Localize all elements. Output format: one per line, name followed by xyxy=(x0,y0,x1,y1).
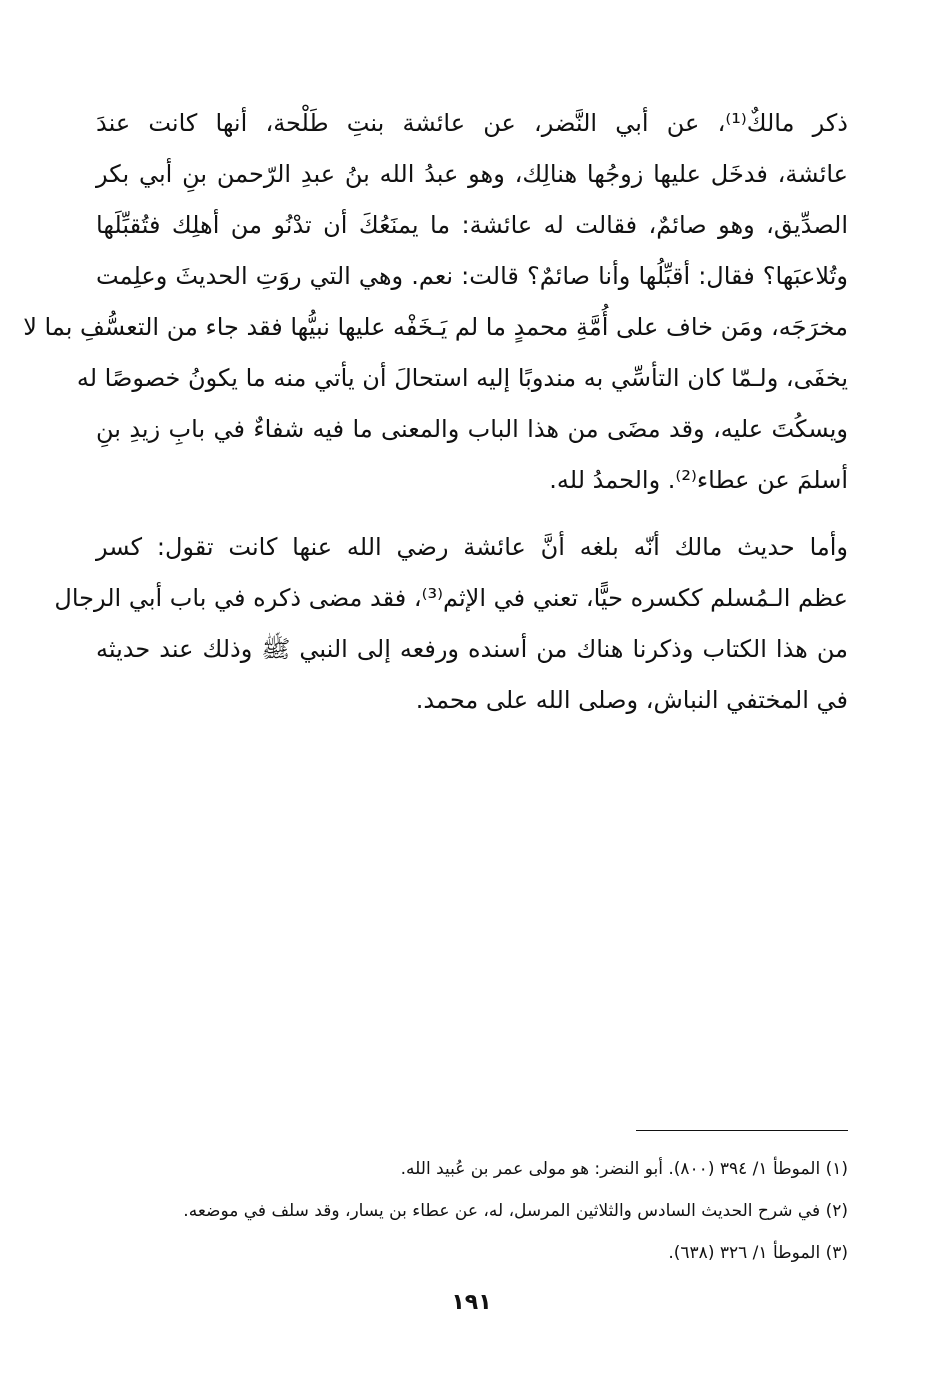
footnote-divider xyxy=(636,1130,848,1131)
footnote-3: (٣) الموطأ ١/ ٣٢٦ (٦٣٨). xyxy=(668,1243,848,1263)
footnote-1: (١) الموطأ ١/ ٣٩٤ (٨٠٠). أبو النضر: هو مولى عمر بن عُبيد الله. xyxy=(400,1159,848,1179)
text-line: ويسكُتَ عليه، وقد مضَى من هذا الباب والمعنى ما فيه شفاءٌ في بابِ زيدِ بنِ xyxy=(96,415,848,443)
text-line: مخرَجَه، ومَن خاف على أُمَّةِ محمدٍ ما لم يَـخَفْه عليها نبيُّها فقد جاء من التعسُّفِ بما لا xyxy=(23,313,848,341)
paragraph-1 xyxy=(23,98,848,506)
text-line: وأما حديث مالك أنّه بلغه أنَّ عائشة رضي الله عنها كانت تقول: كسر xyxy=(96,533,848,561)
text-line: أسلمَ عن عطاء⁽²⁾. والحمدُ لله. xyxy=(549,466,848,494)
footnotes xyxy=(96,1148,848,1274)
footnote-2: (٢) في شرح الحديث السادس والثلاثين المرسل، له، عن عطاء بن يسار، وقد سلف في موضعه. xyxy=(183,1201,848,1221)
text-line: يخفَى، ولـمّا كان التأسِّي به مندوبًا إليه استحالَ أن يأتي منه ما يكونُ خصوصًا له xyxy=(76,364,848,392)
text-line: ذكر مالكٌ⁽¹⁾، عن أبي النَّضر، عن عائشة بنتِ طَلْحة، أنها كانت عندَ xyxy=(96,109,848,137)
text-line: وتُلاعبَها؟ فقال: أقبِّلُها وأنا صائمٌ؟ قالت: نعم. وهي التي روَتِ الحديثَ وعلِمت xyxy=(96,262,848,290)
text-line: عظم الـمُسلم ككسره حيًّا، تعني في الإثم⁽³⁾، فقد مضى ذكره في باب أبي الرجال xyxy=(54,584,848,612)
page-number: ١٩١ xyxy=(451,1290,492,1315)
paragraph-2 xyxy=(54,522,848,726)
paragraph-spacer xyxy=(96,506,848,522)
main-text xyxy=(23,98,848,726)
text-line: الصدِّيق، وهو صائمٌ، فقالت له عائشة: ما يمنَعُكَ أن تدْنُو من أهلِك فتُقبِّلَها xyxy=(96,211,848,239)
text-line: عائشة، فدخَل عليها زوجُها هنالِك، وهو عبدُ الله بنُ عبدِ الرّحمن بنِ أبي بكر xyxy=(96,160,848,188)
text-line: في المختفي النباش، وصلى الله على محمد. xyxy=(415,686,848,714)
text-line: من هذا الكتاب وذكرنا هناك من أسنده ورفعه إلى النبي ﷺ وذلك عند حديثه xyxy=(96,635,848,663)
